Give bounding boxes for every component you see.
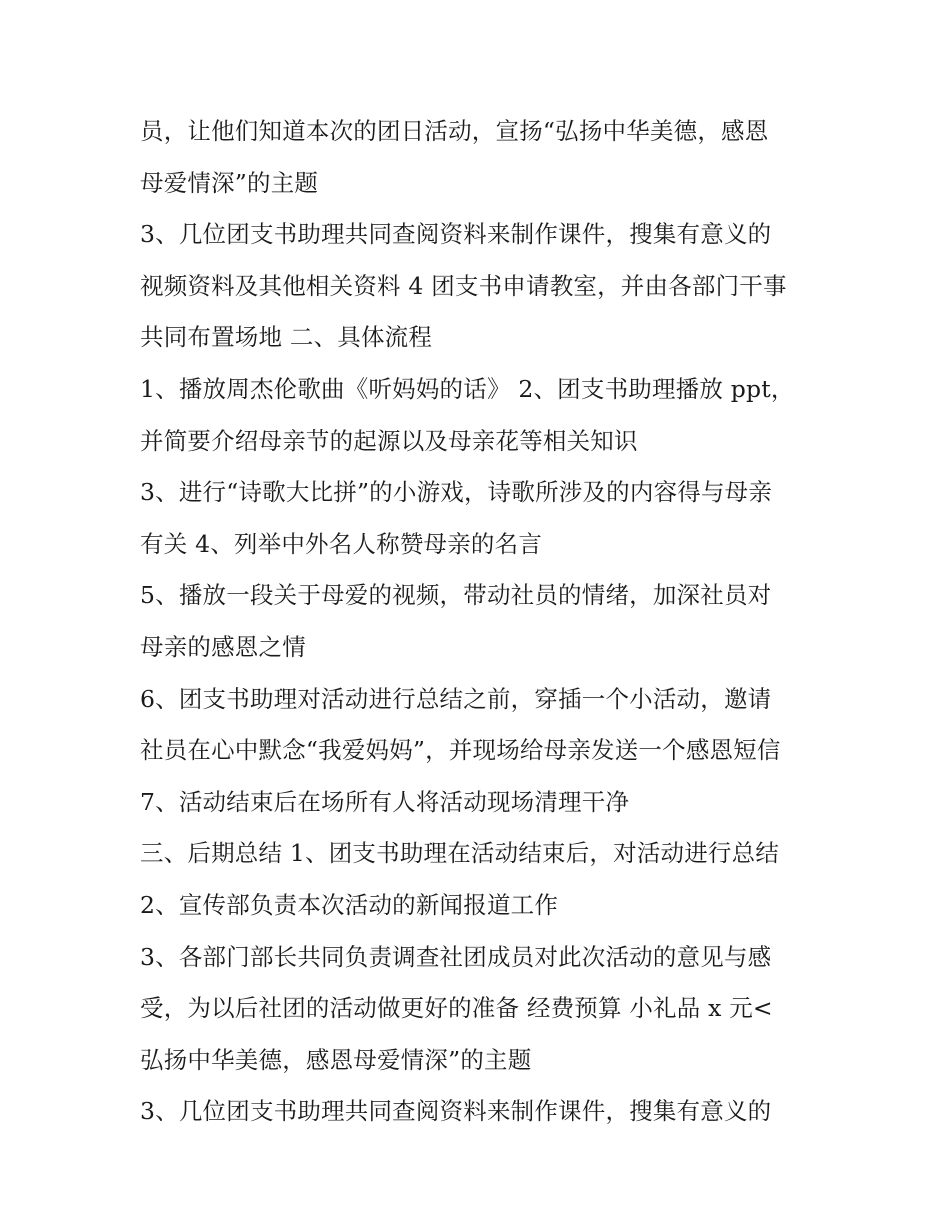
text-line: 3、各部门部长共同负责调查社团成员对此次活动的意见与感	[140, 942, 772, 971]
text-line: 三、后期总结 1、团支书助理在活动结束后，对活动进行总结	[140, 839, 780, 868]
text-line: 6、团支书助理对活动进行总结之前，穿插一个小活动，邀请	[140, 684, 772, 713]
text-line: 视频资料及其他相关资料 4 团支书申请教室，并由各部门干事	[140, 271, 787, 300]
text-line: 5、播放一段关于母爱的视频，带动社员的情绪，加深社员对	[140, 581, 772, 610]
text-line: 母爱情深”的主题	[140, 168, 319, 197]
text-line: 7、活动结束后在场所有人将活动现场清理干净	[140, 787, 630, 816]
text-line: 有关 4、列举中外名人称赞母亲的名言	[140, 529, 543, 558]
text-line: 3、进行“诗歌大比拼”的小游戏，诗歌所涉及的内容得与母亲	[140, 478, 773, 507]
text-line: 受，为以后社团的活动做更好的准备 经费预算 小礼品 x 元<	[140, 994, 773, 1023]
text-line: 3、几位团支书助理共同查阅资料来制作课件，搜集有意义的	[140, 220, 772, 249]
text-line: 社员在心中默念“我爱妈妈”，并现场给母亲发送一个感恩短信	[140, 736, 781, 765]
text-line: 员，让他们知道本次的团日活动，宣扬“弘扬中华美德，感恩	[140, 117, 769, 145]
text-line: 1、播放周杰伦歌曲《听妈妈的话》 2、团支书助理播放 ppt，	[140, 374, 795, 403]
text-line: 2、宣传部负责本次活动的新闻报道工作	[140, 890, 559, 919]
text-line: 共同布置场地 二、具体流程	[140, 323, 433, 352]
text-line: 母亲的感恩之情	[140, 632, 306, 661]
text-line: 3、几位团支书助理共同查阅资料来制作课件，搜集有意义的	[140, 1097, 772, 1126]
document-body	[140, 106, 820, 1138]
text-line: 并简要介绍母亲节的起源以及母亲花等相关知识	[140, 426, 638, 455]
text-line: 弘扬中华美德，感恩母爱情深”的主题	[140, 1045, 532, 1074]
